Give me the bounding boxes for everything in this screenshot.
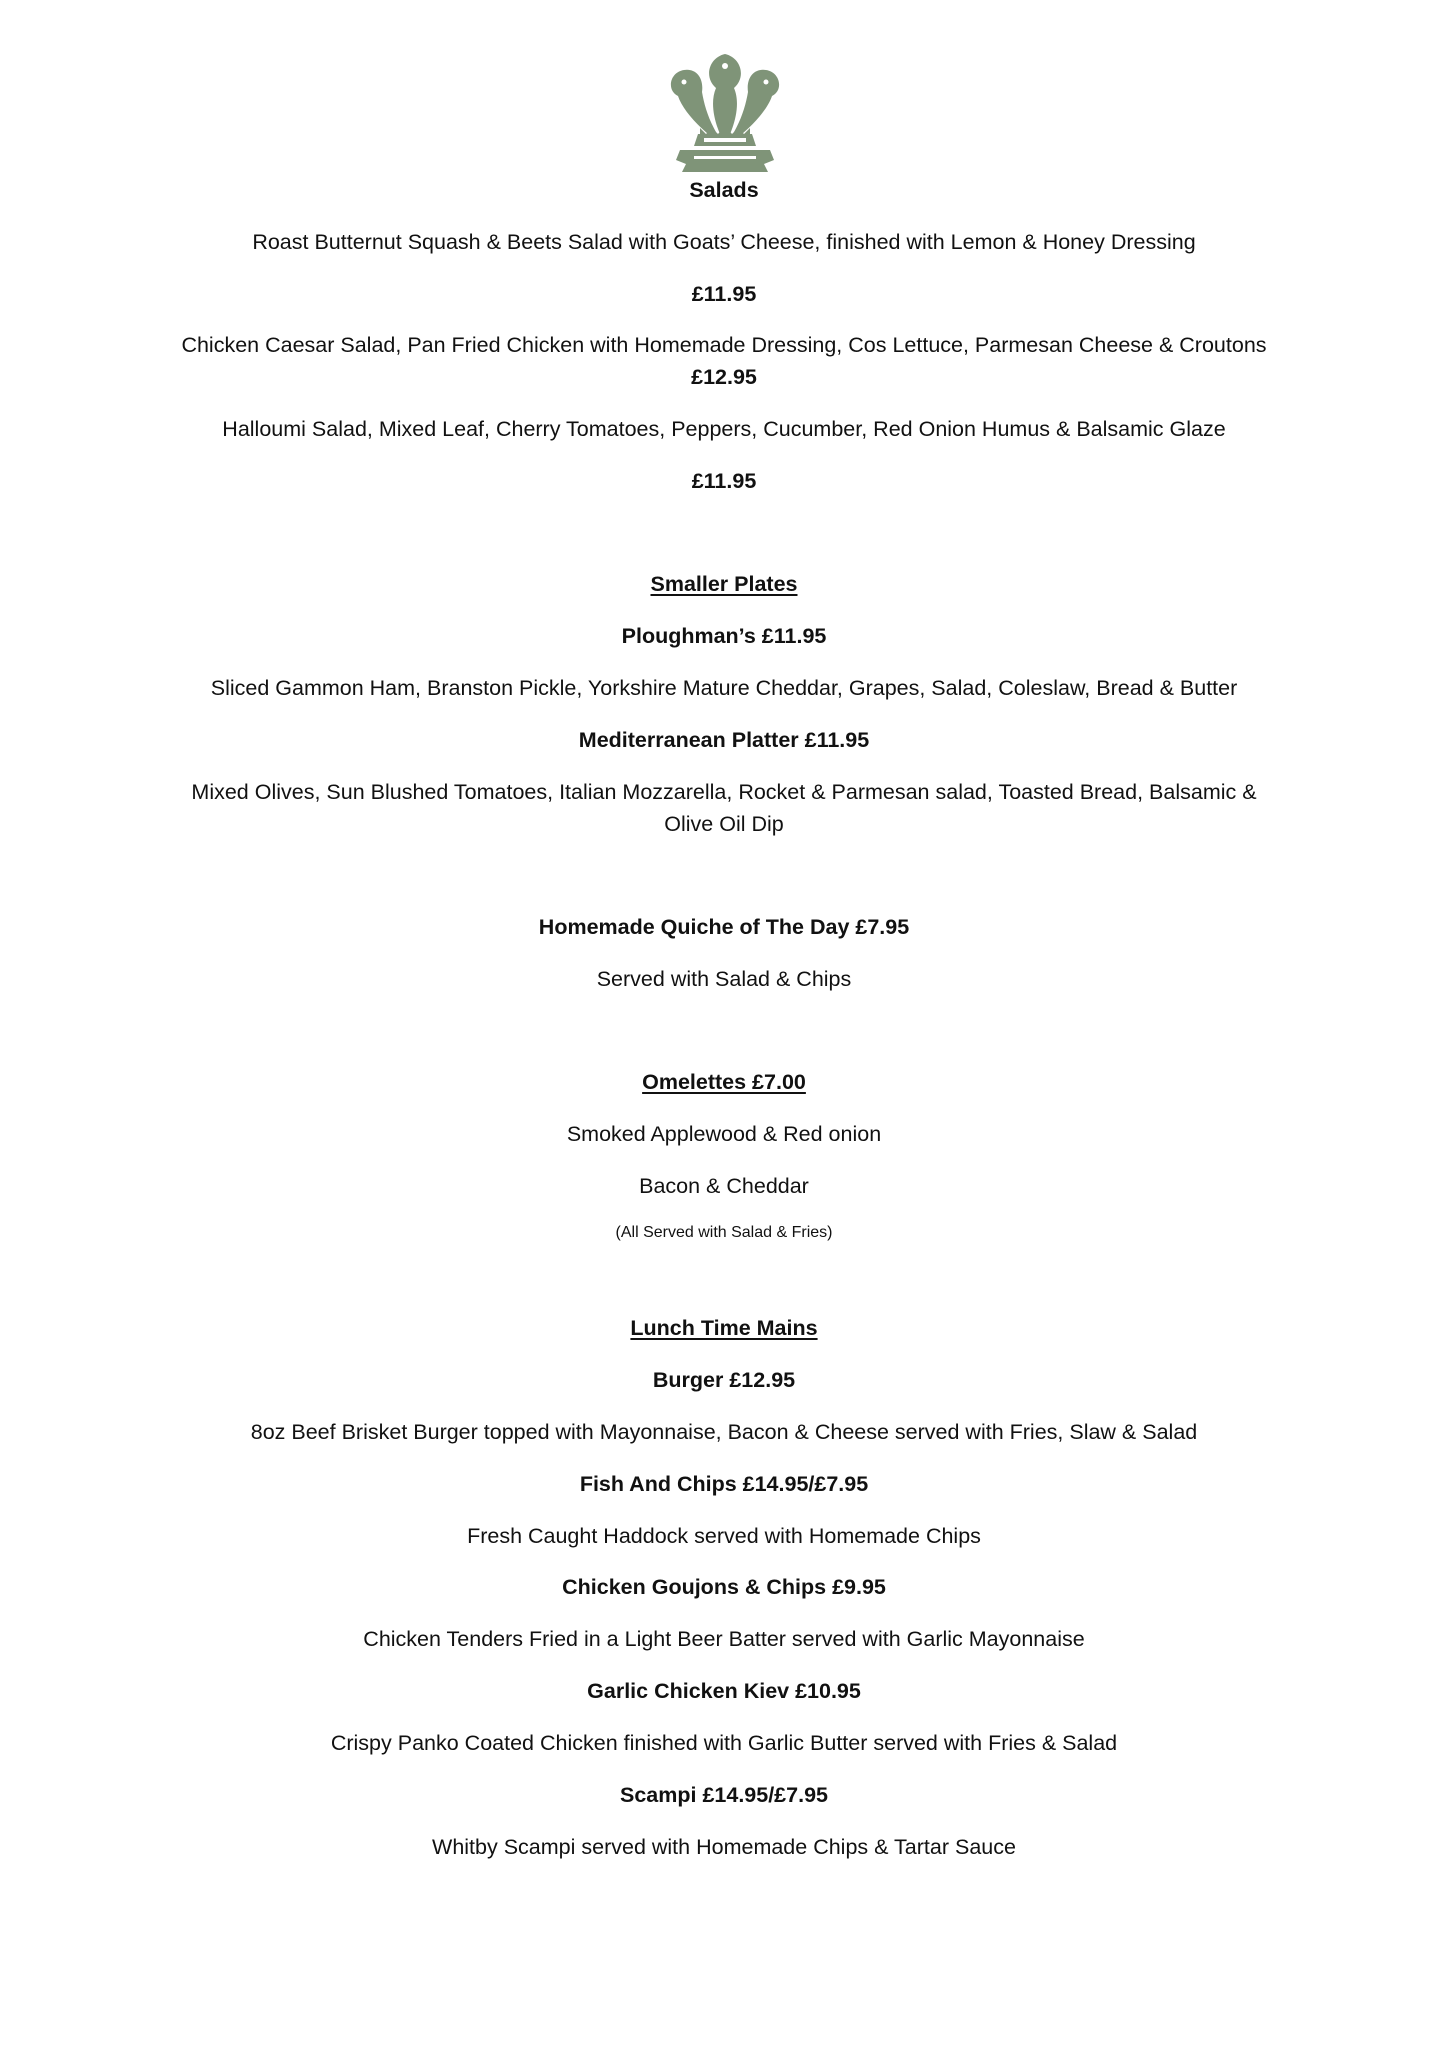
quiche-title: Homemade Quiche of The Day £7.95 [538, 915, 910, 939]
burger-title: Burger £12.95 [652, 1368, 796, 1392]
salads-heading: Salads [689, 178, 759, 202]
salad-3-description: Halloumi Salad, Mixed Leaf, Cherry Tomatoes, Peppers, Cucumber, Red Onion Humus & Balsamic Glaze [222, 417, 1226, 441]
mediterranean-platter-description-line2: Olive Oil Dip [664, 812, 784, 836]
smaller-plates-heading: Smaller Plates [650, 572, 798, 596]
salad-2-description: Chicken Caesar Salad, Pan Fried Chicken with Homemade Dressing, Cos Lettuce, Parmesan Cheese & Croutons [181, 333, 1267, 357]
fish-and-chips-description: Fresh Caught Haddock served with Homemade Chips [467, 1524, 981, 1548]
burger-description: 8oz Beef Brisket Burger topped with Mayonnaise, Bacon & Cheese served with Fries, Slaw & Salad [250, 1420, 1198, 1444]
salad-2-price: £12.95 [691, 365, 757, 389]
mediterranean-platter-title: Mediterranean Platter £11.95 [578, 728, 870, 752]
salad-3-price: £11.95 [691, 469, 757, 493]
omelettes-heading: Omelettes £7.00 [642, 1070, 806, 1094]
mediterranean-platter-description-line1: Mixed Olives, Sun Blushed Tomatoes, Italian Mozzarella, Rocket & Parmesan salad, Toasted Bread, Balsamic & [191, 780, 1257, 804]
prince-of-wales-feathers-icon [664, 48, 786, 176]
ploughmans-title: Ploughman’s £11.95 [621, 624, 827, 648]
scampi-title: Scampi £14.95/£7.95 [620, 1783, 828, 1807]
garlic-chicken-kiev-description: Crispy Panko Coated Chicken finished with Garlic Butter served with Fries & Salad [330, 1731, 1118, 1755]
ploughmans-description: Sliced Gammon Ham, Branston Pickle, Yorkshire Mature Cheddar, Grapes, Salad, Coleslaw, Bread & Butter [210, 676, 1238, 700]
salad-1-price: £11.95 [691, 282, 757, 306]
omelettes-note: (All Served with Salad & Fries) [615, 1224, 833, 1241]
fish-and-chips-title: Fish And Chips £14.95/£7.95 [579, 1472, 869, 1496]
scampi-description: Whitby Scampi served with Homemade Chips & Tartar Sauce [432, 1835, 1016, 1859]
quiche-description: Served with Salad & Chips [596, 967, 852, 991]
lunch-mains-heading: Lunch Time Mains [630, 1316, 818, 1340]
omelette-item-1: Smoked Applewood & Red onion [566, 1122, 882, 1146]
omelette-item-2: Bacon & Cheddar [639, 1174, 809, 1198]
chicken-goujons-title: Chicken Goujons & Chips £9.95 [562, 1575, 886, 1599]
garlic-chicken-kiev-title: Garlic Chicken Kiev £10.95 [587, 1679, 861, 1703]
salad-1-description: Roast Butternut Squash & Beets Salad with Goats’ Cheese, finished with Lemon & Honey Dressing [252, 230, 1196, 254]
chicken-goujons-description: Chicken Tenders Fried in a Light Beer Batter served with Garlic Mayonnaise [363, 1627, 1085, 1651]
